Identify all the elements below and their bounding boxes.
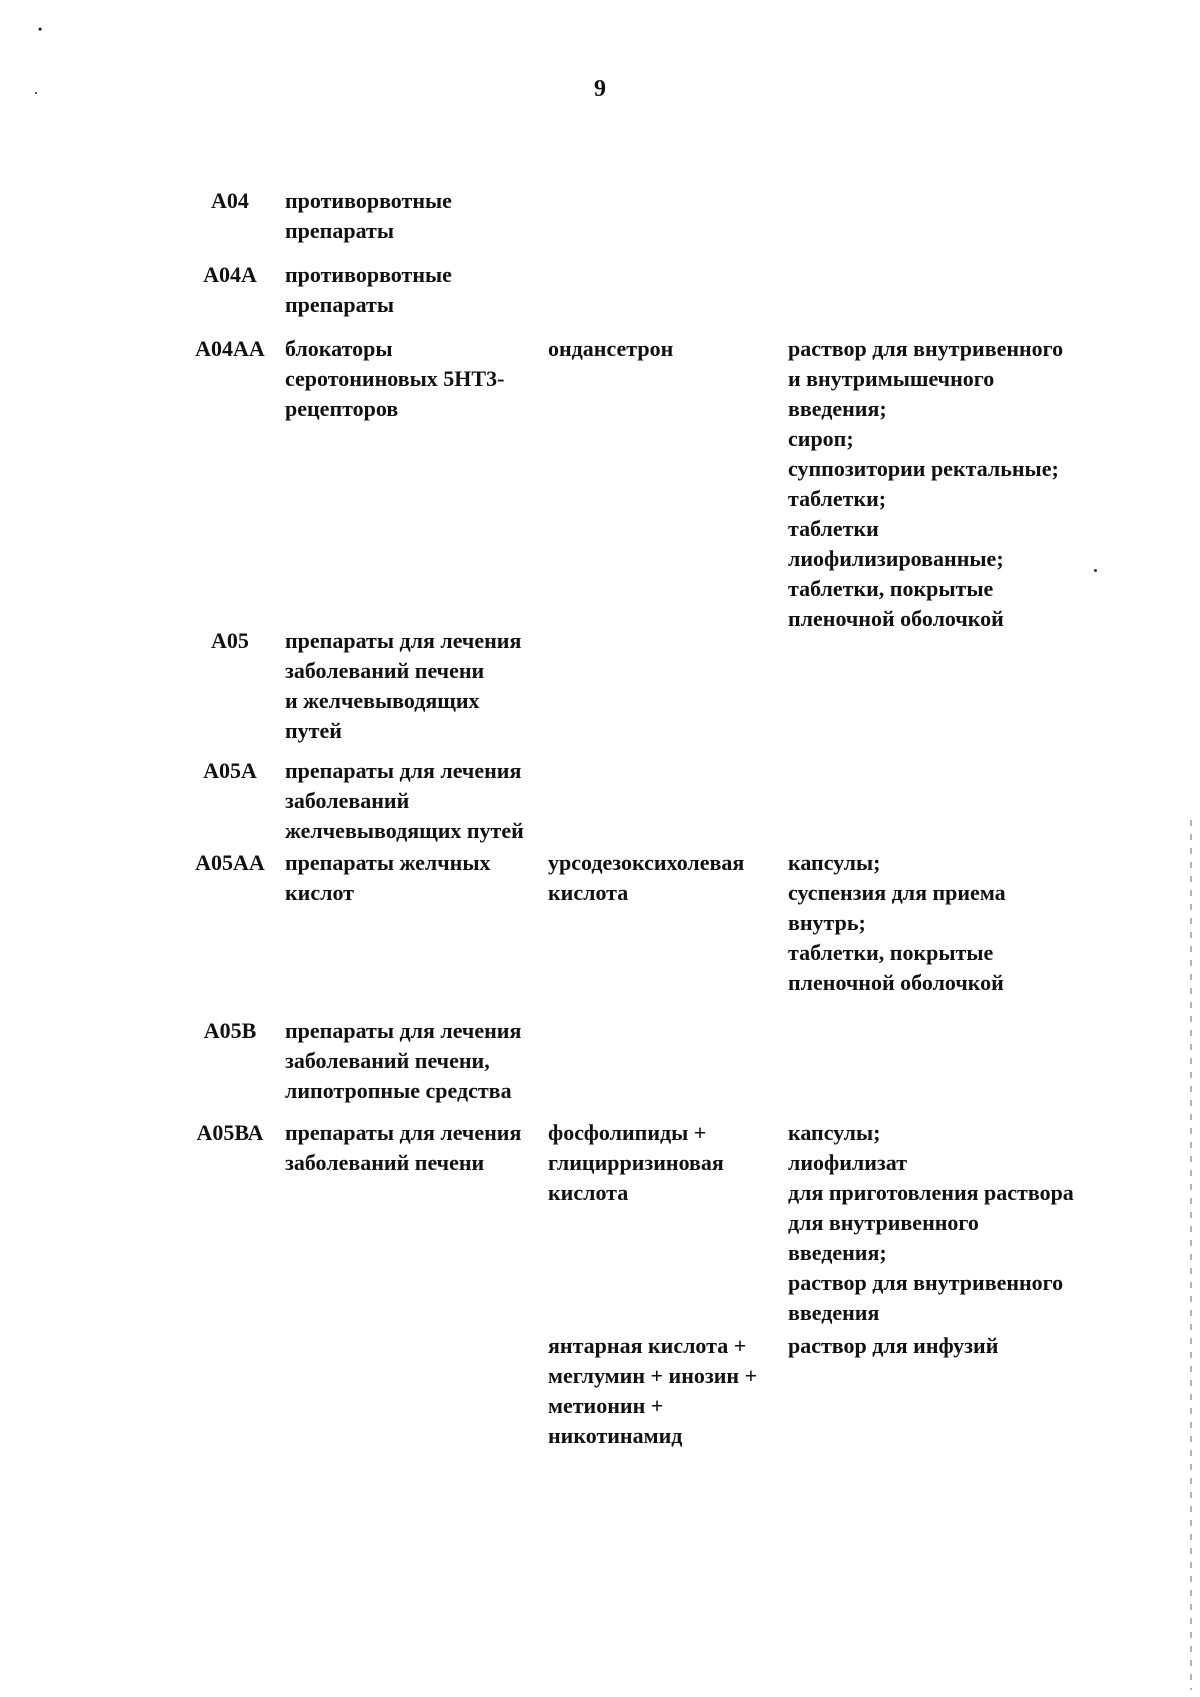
dosage-form-cell-line: таблетки, покрытые	[788, 940, 994, 965]
dosage-form-cell-line: суппозитории ректальные;	[788, 456, 1059, 481]
group-name-cell-line: противорвотные	[285, 188, 452, 213]
scan-mark: •	[38, 22, 43, 36]
drug-name-cell	[548, 848, 778, 908]
dosage-form-cell-line: таблетки, покрытые	[788, 576, 994, 601]
drug-name-cell-line: кислота	[548, 1180, 629, 1205]
dosage-form-cell-line: для приготовления раствора	[788, 1180, 1074, 1205]
drug-name-cell	[548, 334, 778, 364]
group-name-cell-line: кислот	[285, 880, 354, 905]
group-name-cell-line: серотониновых 5НТ3-	[285, 366, 505, 391]
atc-code-cell: А04АА	[195, 336, 265, 361]
drug-name-cell-line: урсодезоксихолевая	[548, 850, 745, 875]
drug-name-cell-line: ондансетрон	[548, 336, 674, 361]
dosage-form-cell-line: суспензия для приема	[788, 880, 1006, 905]
group-name-cell-line: заболеваний печени	[285, 1150, 485, 1175]
dosage-form-cell-line: раствор для внутривенного	[788, 336, 1064, 361]
group-name-cell-line: препараты для лечения	[285, 1018, 522, 1043]
group-name-cell-line: желчевыводящих путей	[285, 818, 524, 843]
group-name-cell-line: препараты	[285, 292, 395, 317]
group-name-cell	[285, 260, 540, 320]
group-name-cell-line: заболеваний печени,	[285, 1048, 490, 1073]
group-name-cell	[285, 626, 540, 746]
dosage-form-cell	[788, 1331, 1098, 1361]
group-name-cell	[285, 334, 540, 424]
dosage-form-cell-line: для внутривенного	[788, 1210, 979, 1235]
dosage-form-cell-line: лиофилизат	[788, 1150, 908, 1175]
dosage-form-cell-line: раствор для внутривенного	[788, 1270, 1064, 1295]
scan-edge	[1190, 820, 1192, 1690]
dosage-form-cell-line: капсулы;	[788, 850, 881, 875]
atc-code-cell: А05АА	[195, 850, 265, 875]
drug-name-cell-line: фосфолипиды +	[548, 1120, 707, 1145]
dosage-form-cell-line: внутрь;	[788, 910, 866, 935]
group-name-cell	[285, 186, 540, 246]
drug-name-cell	[548, 1118, 778, 1208]
group-name-cell	[285, 1016, 540, 1106]
dosage-form-cell-line: и внутримышечного	[788, 366, 995, 391]
dosage-form-cell-line: таблетки;	[788, 486, 887, 511]
group-name-cell-line: липотропные средства	[285, 1078, 512, 1103]
dosage-form-cell-line: пленочной оболочкой	[788, 970, 1004, 995]
group-name-cell-line: и желчевыводящих	[285, 688, 480, 713]
group-name-cell-line: заболеваний печени	[285, 658, 485, 683]
atc-code-cell: А05А	[203, 758, 257, 783]
page-number: 9	[594, 76, 606, 102]
group-name-cell	[285, 1118, 540, 1178]
atc-code-cell: А04	[211, 188, 249, 213]
dosage-form-cell	[788, 334, 1098, 634]
dosage-form-cell-line: пленочной оболочкой	[788, 606, 1004, 631]
drug-name-cell-line: кислота	[548, 880, 629, 905]
drug-name-cell-line: никотинамид	[548, 1423, 683, 1448]
drug-name-cell-line: янтарная кислота +	[548, 1333, 747, 1358]
atc-code-cell: А05	[211, 628, 249, 653]
group-name-cell-line: препараты для лечения	[285, 628, 522, 653]
group-name-cell	[285, 756, 540, 846]
group-name-cell-line: блокаторы	[285, 336, 393, 361]
dosage-form-cell-line: введения;	[788, 396, 887, 421]
drug-name-cell-line: меглумин + инозин +	[548, 1363, 758, 1388]
dosage-form-cell-line: введения	[788, 1300, 880, 1325]
atc-code-cell: А05ВА	[196, 1120, 264, 1145]
group-name-cell-line: рецепторов	[285, 396, 399, 421]
drug-name-cell	[548, 1331, 778, 1451]
group-name-cell-line: препараты для лечения	[285, 1120, 522, 1145]
dosage-form-cell-line: лиофилизированные;	[788, 546, 1004, 571]
dosage-form-cell	[788, 1118, 1098, 1328]
group-name-cell-line: препараты	[285, 218, 395, 243]
drug-name-cell-line: глицирризиновая	[548, 1150, 724, 1175]
atc-code-cell: А05В	[203, 1018, 257, 1043]
scan-mark: ·	[34, 86, 39, 100]
dosage-form-cell-line: капсулы;	[788, 1120, 881, 1145]
group-name-cell	[285, 848, 540, 908]
group-name-cell-line: препараты для лечения	[285, 758, 522, 783]
group-name-cell-line: заболеваний	[285, 788, 410, 813]
dosage-form-cell	[788, 848, 1098, 998]
dosage-form-cell-line: введения;	[788, 1240, 887, 1265]
group-name-cell-line: путей	[285, 718, 342, 743]
drug-name-cell-line: метионин +	[548, 1393, 664, 1418]
group-name-cell-line: противорвотные	[285, 262, 452, 287]
dosage-form-cell-line: раствор для инфузий	[788, 1333, 999, 1358]
dosage-form-cell-line: сироп;	[788, 426, 854, 451]
dosage-form-cell-line: таблетки	[788, 516, 879, 541]
atc-code-cell: А04А	[203, 262, 257, 287]
group-name-cell-line: препараты желчных	[285, 850, 491, 875]
